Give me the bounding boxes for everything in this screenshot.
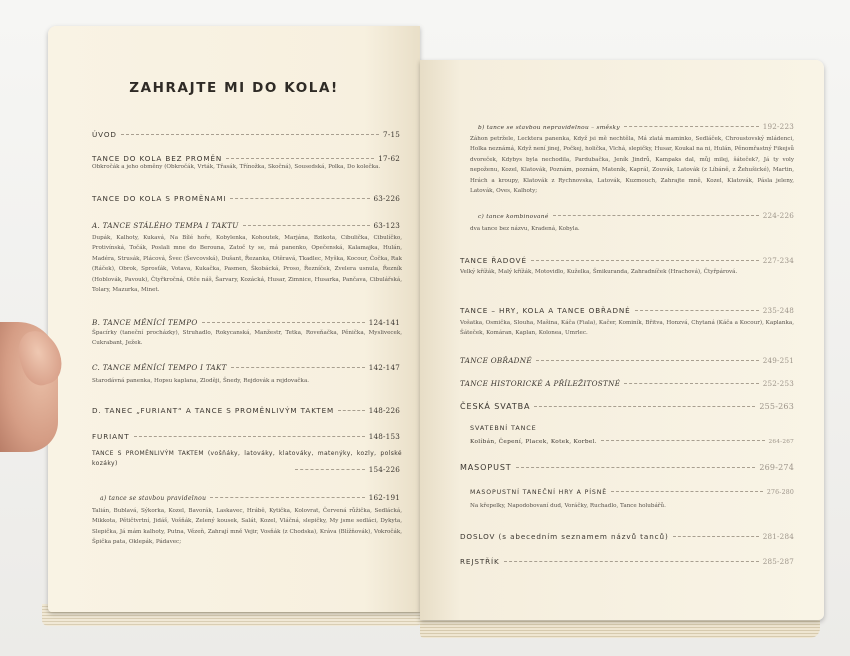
toc-entry: MASOPUST 269-274 [460,463,794,472]
toc-description: Talián, Bublavá, Sýkorka, Kozel, Bavorák, Laskavec, Hrábě, Kytička, Kolovrat, Červená růžička, Sedlácká, Mikkota, Pětičtvrtní, Jidáš, Vošňák, Zelený kousek, Salát, Kozel, Vláčná, slepičky, My jsme sedláci, Dykyta, Slepička, Já mám kalhoty, Putna, Vězeň, Zahrají mně Vejir, Vosňák (z Chodska), Kráva (Blížňovák), Vokročák, Špička pata, Oklepák, Pádavec; [92,508,402,546]
toc-entry-multiline: TANCE S PROMĚNLIVÝM TAKTEM (vošňáky, latováky, klatováky, matenýky, kozly, polské kozáky) [92,450,402,468]
toc-entry: ČESKÁ SVATBA 255-263 [460,402,794,411]
toc-entry: TANCE – HRY, KOLA A TANCE OBŘADNÉ 235-248 [460,306,794,315]
toc-entry: a) tance se stavbou pravidelnou 162-191 [100,493,400,502]
toc-description: Vošatka, Osmička, Slouha, Mašina, Káča (Fiala), Kačer, Kominík, Břitva, Honzvá, Chytaná (Káča a Kocour), Kaplanka, Šáteček, Komáran, Kaplan, Kolonea, Umrlec. [460,320,794,337]
toc-description: Dupák, Kalhoty, Kukavá, Na Bílé hoře, Kobylenka, Kohoutek, Marjána, Bzikota, Cibulička, Cibulíčko, Protivínská, Točák, Poslali mne do Berouna, Zatoč ty se, má panenko, Opečenská, Kalamajka, Hulán, Madéra, Strusák, Plácová, Švec (Ševcovská), Dušant, Řezanka, Otěravá, Tkadlec, Myška, Kocour, Čočka, Rak (Ráček), Obrok, Sprosťák, Votava, Kukačka, Pasmen, Škobácká, Proso, Řezníček, Zvelera usnula, Řezník (Hoblovák, Pavouk), Čtyřkročná, Otče náš, Šarvary, Kozácká, Husar, Zimnice, Husarka, Pančava, Cibulářská, Tolary, Mazurka, Minet. [92,235,402,294]
toc-description: Velký křížák, Malý křížák, Motovidlo, Kuželka, Šmikuranda, Zahradníček (Hrachová), Čtyřpárová. [460,269,738,275]
toc-entry: Kolíbán, Čepení, Placek, Kotek, Korbel. 264-267 [470,439,794,445]
book-title: ZAHRAJTE MI DO KOLA! [129,80,339,96]
toc-entry: c) tance kombinované 224-226 [478,211,794,220]
toc-entry: REJSTŘÍK 285-287 [460,557,794,566]
toc-entry: TANCE OBŘADNÉ 249-251 [460,356,794,365]
toc-description: Na křepelky, Napodobovaní dud, Voráčky, Ruchadlo, Tance holubářů. [470,503,666,509]
toc-description: Špacírky (taneční procházky), Struhadlo, Rokycanská, Manžestr, Tetka, Roveňačka, Pěnička, Myslivecek, Cukrabant, Ježek. [92,330,402,347]
toc-entry: TANCE DO KOLA BEZ PROMĚN 17-62 [92,154,400,163]
toc-entry: TANCE HISTORICKÉ A PŘÍLEŽITOSTNÉ 252-253 [460,379,794,388]
toc-entry: A. TANCE STÁLÉHO TEMPA I TAKTU 63-123 [92,221,400,230]
left-page [48,26,420,612]
toc-entry: C. TANCE MĚNÍCÍ TEMPO I TAKT 142-147 [92,363,400,372]
toc-description: Obkročák a jeho obměny (Obkročák, Vrták, Třasák, Třínožka, Skočná), Sousedská, Polka, Do kolečka. [92,164,381,170]
toc-entry: b) tance se stavbou nepravidelnou – směsky 192-223 [478,122,794,131]
toc-description: Záhon petržele, Lecktera panenka, Když jsi mě nechtěla, Má zlatá maminko, Sedláček, Chroustovský mládenci, Holka neznámá, Když není jinej, Počkej, holička, Vlchá, slepičky, Husar, Koukal na ni, Hulán, Pěnomřastný Fikejsů dvoreček, Kdybys byla nechodila, Pardubačka, Jeník Jindrů, Kampaks dal, můj milej, šáteček?, Já ty voly nepoženu, Kozel, Klatovák, Poznám, poznám, Mateník, Kaprál, Zouvák, Latovák (z Líbáně, z Žehušické), Martin, Hrách a kroupy, Klatovák z Rychnovska, Latovák, Kuzmouch, Zahrajte mně, Kozel, Klatovák, Pásla jeleny, Latovák, Oves, Kalhoty; [470,136,794,195]
toc-page-number: 154-226 [92,465,400,474]
toc-description: dva tance bez názvu, Kradená, Kobyla. [470,226,580,232]
toc-entry: TANCE ŘADOVÉ 227-234 [460,256,794,265]
toc-entry: MASOPUSTNÍ TANEČNÍ HRY A PÍSNĚ 276-280 [470,489,794,496]
toc-entry: FURIANT 148-153 [92,432,400,441]
right-page [420,60,824,620]
toc-entry: D. TANEC „FURIANT“ A TANCE S PROMĚNLIVÝM TAKTEM 148-226 [92,406,400,415]
toc-entry: DOSLOV (s abecedním seznamem názvů tanců) 281-284 [460,532,794,541]
toc-description: Starodávná panenka, Hopsu kaplana, Zloději, Šnedy, Rejdovák a rejdovačka. [92,378,310,384]
toc-entry: ÚVOD 7-15 [92,130,400,139]
toc-subheading: SVATEBNÍ TANCE [470,424,537,432]
toc-entry: TANCE DO KOLA S PROMĚNAMI 63-226 [92,194,400,203]
toc-entry: B. TANCE MĚNÍCÍ TEMPO 124-141 [92,318,400,327]
